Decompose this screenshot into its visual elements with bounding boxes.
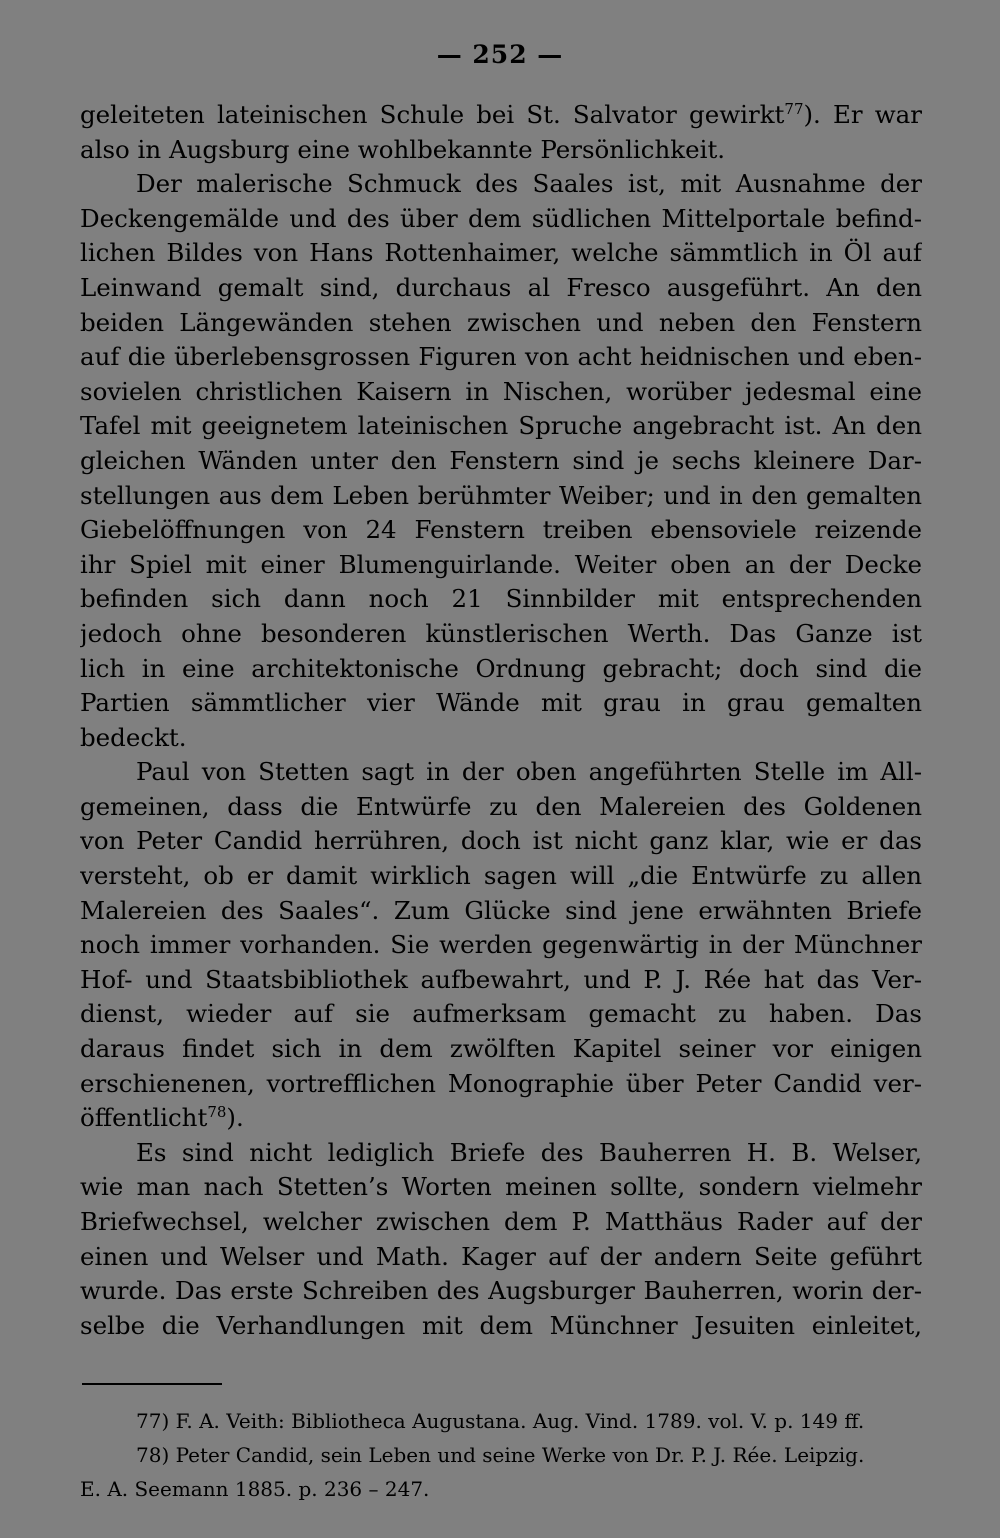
line-text: Briefwechsel, welcher zwischen dem P. Matthäus Rader auf der — [80, 1207, 922, 1236]
line-text: gleichen Wänden unter den Fenstern sind je sechs kleinere Dar- — [80, 445, 922, 475]
text-line — [80, 928, 922, 963]
text-line — [80, 1101, 922, 1136]
line-text: auf die überlebensgrossen Figuren von acht heidnischen und eben- — [80, 342, 922, 372]
footnote-rule — [82, 1383, 222, 1385]
text-line — [80, 652, 922, 687]
text-line — [80, 548, 922, 583]
text-line — [80, 1240, 922, 1275]
line-text: stellungen aus dem Leben berühmter Weiber; und in den gemalten — [80, 480, 922, 510]
line-text: wurde. Das erste Schreiben des Augsburger Bauherren, worin der- — [80, 1276, 922, 1306]
text-line — [80, 1032, 922, 1067]
line-text: Hof- und Staatsbibliothek aufbewahrt, und P. J. Rée hat das Ver- — [80, 964, 922, 994]
line-text: Malereien des Saales“. Zum Glücke sind jene erwähnten Briefe — [80, 895, 922, 925]
text-line — [80, 271, 922, 306]
text-line — [80, 1274, 922, 1309]
line-text: daraus findet sich in dem zwölften Kapitel seiner vor einigen — [80, 1034, 922, 1064]
line-text: Leinwand gemalt sind, durchaus al Fresco ausgeführt. An den — [80, 272, 922, 302]
text-line — [80, 963, 922, 998]
footnote-ref: 78 — [207, 1103, 227, 1122]
text-line — [80, 617, 922, 652]
line-text: selbe die Verhandlungen mit dem Münchner Jesuiten einleitet, — [80, 1310, 922, 1340]
text-line — [80, 409, 922, 444]
text-line — [80, 997, 922, 1032]
line-text: einen und Welser und Math. Kager auf der andern Seite geführt — [80, 1241, 922, 1271]
footnote-ref: 77 — [784, 100, 804, 118]
line-text-after: ). Er war — [803, 100, 922, 129]
text-line — [80, 167, 922, 202]
footnote-line: 77) F. A. Veith: Bibliotheca Augustana. Aug. Vind. 1789. vol. V. p. 149 ff. — [136, 1409, 865, 1433]
line-text: erschienenen, vortrefflichen Monographie über Peter Candid ver- — [80, 1068, 922, 1098]
line-text: sovielen christlichen Kaisern in Nischen, worüber jedesmal eine — [80, 376, 922, 406]
line-text: Tafel mit geeignetem lateinischen Spruche angebracht ist. An den — [80, 411, 922, 441]
text-line — [80, 375, 922, 410]
text-line — [80, 1067, 922, 1102]
line-text: geleiteten lateinischen Schule bei St. Salvator gewirkt — [80, 100, 785, 129]
text-line — [80, 479, 922, 514]
line-text: Paul von Stetten sagt in der oben angeführten Stelle im All- — [136, 757, 922, 787]
text-line — [80, 1309, 922, 1344]
text-line — [80, 133, 922, 168]
line-text: lich in eine architektonische Ordnung gebracht; doch sind die — [80, 653, 922, 683]
text-line — [80, 721, 922, 756]
line-text-after: ). — [226, 1103, 244, 1133]
line-text: Der malerische Schmuck des Saales ist, mit Ausnahme der — [136, 169, 922, 199]
footnote-line: E. A. Seemann 1885. p. 236 – 247. — [80, 1477, 430, 1501]
text-line — [80, 1205, 922, 1240]
line-text: bedeckt. — [80, 722, 187, 752]
line-text: wie man nach Stetten’s Worten meinen sollte, sondern vielmehr — [80, 1172, 922, 1202]
line-text: befinden sich dann noch 21 Sinnbilder mit entsprechenden — [80, 584, 922, 614]
text-line — [80, 98, 922, 133]
line-text: also in Augsburg eine wohlbekannte Persönlichkeit. — [80, 134, 726, 164]
text-line — [80, 686, 922, 721]
text-line — [80, 790, 922, 825]
text-line — [80, 894, 922, 929]
line-text: Es sind nicht lediglich Briefe des Bauherren H. B. Welser, — [136, 1137, 922, 1167]
text-line — [80, 340, 922, 375]
line-text: Deckengemälde und des über dem südlichen Mittelportale befind- — [80, 203, 922, 233]
footnotes — [80, 1404, 922, 1506]
text-line — [80, 306, 922, 341]
line-text: Partien sämmtlicher vier Wände mit grau in grau gemalten — [80, 688, 922, 718]
text-line — [80, 859, 922, 894]
line-text: beiden Längewänden stehen zwischen und neben den Fenstern — [80, 307, 922, 337]
text-line — [80, 1170, 922, 1205]
line-text: dienst, wieder auf sie aufmerksam gemacht zu haben. Das — [80, 999, 922, 1029]
line-text: versteht, ob er damit wirklich sagen will „die Entwürfe zu allen — [80, 861, 922, 891]
text-line — [80, 236, 922, 271]
line-text: von Peter Candid herrühren, doch ist nicht ganz klar, wie er das — [80, 826, 922, 856]
line-text: Giebelöffnungen von 24 Fenstern treiben ebensoviele reizende — [80, 515, 922, 545]
text-line — [80, 755, 922, 790]
line-text: lichen Bildes von Hans Rottenhaimer, welche sämmtlich in Öl auf — [80, 238, 922, 268]
text-line — [80, 513, 922, 548]
line-text: gemeinen, dass die Entwürfe zu den Malereien des Goldenen — [80, 791, 922, 821]
body-text — [80, 98, 922, 1343]
text-line — [80, 202, 922, 237]
line-text: noch immer vorhanden. Sie werden gegenwärtig in der Münchner — [80, 930, 922, 960]
line-text: öffentlicht — [80, 1103, 208, 1133]
line-text: jedoch ohne besonderen künstlerischen Werth. Das Ganze ist — [80, 618, 922, 648]
text-line — [80, 582, 922, 617]
text-line — [80, 1136, 922, 1171]
footnote-line: 78) Peter Candid, sein Leben und seine Werke von Dr. P. J. Rée. Leipzig. — [136, 1443, 865, 1467]
page-number: — 252 — — [436, 40, 564, 69]
line-text: ihr Spiel mit einer Blumenguirlande. Weiter oben an der Decke — [80, 549, 922, 579]
text-line — [80, 824, 922, 859]
text-line — [80, 444, 922, 479]
